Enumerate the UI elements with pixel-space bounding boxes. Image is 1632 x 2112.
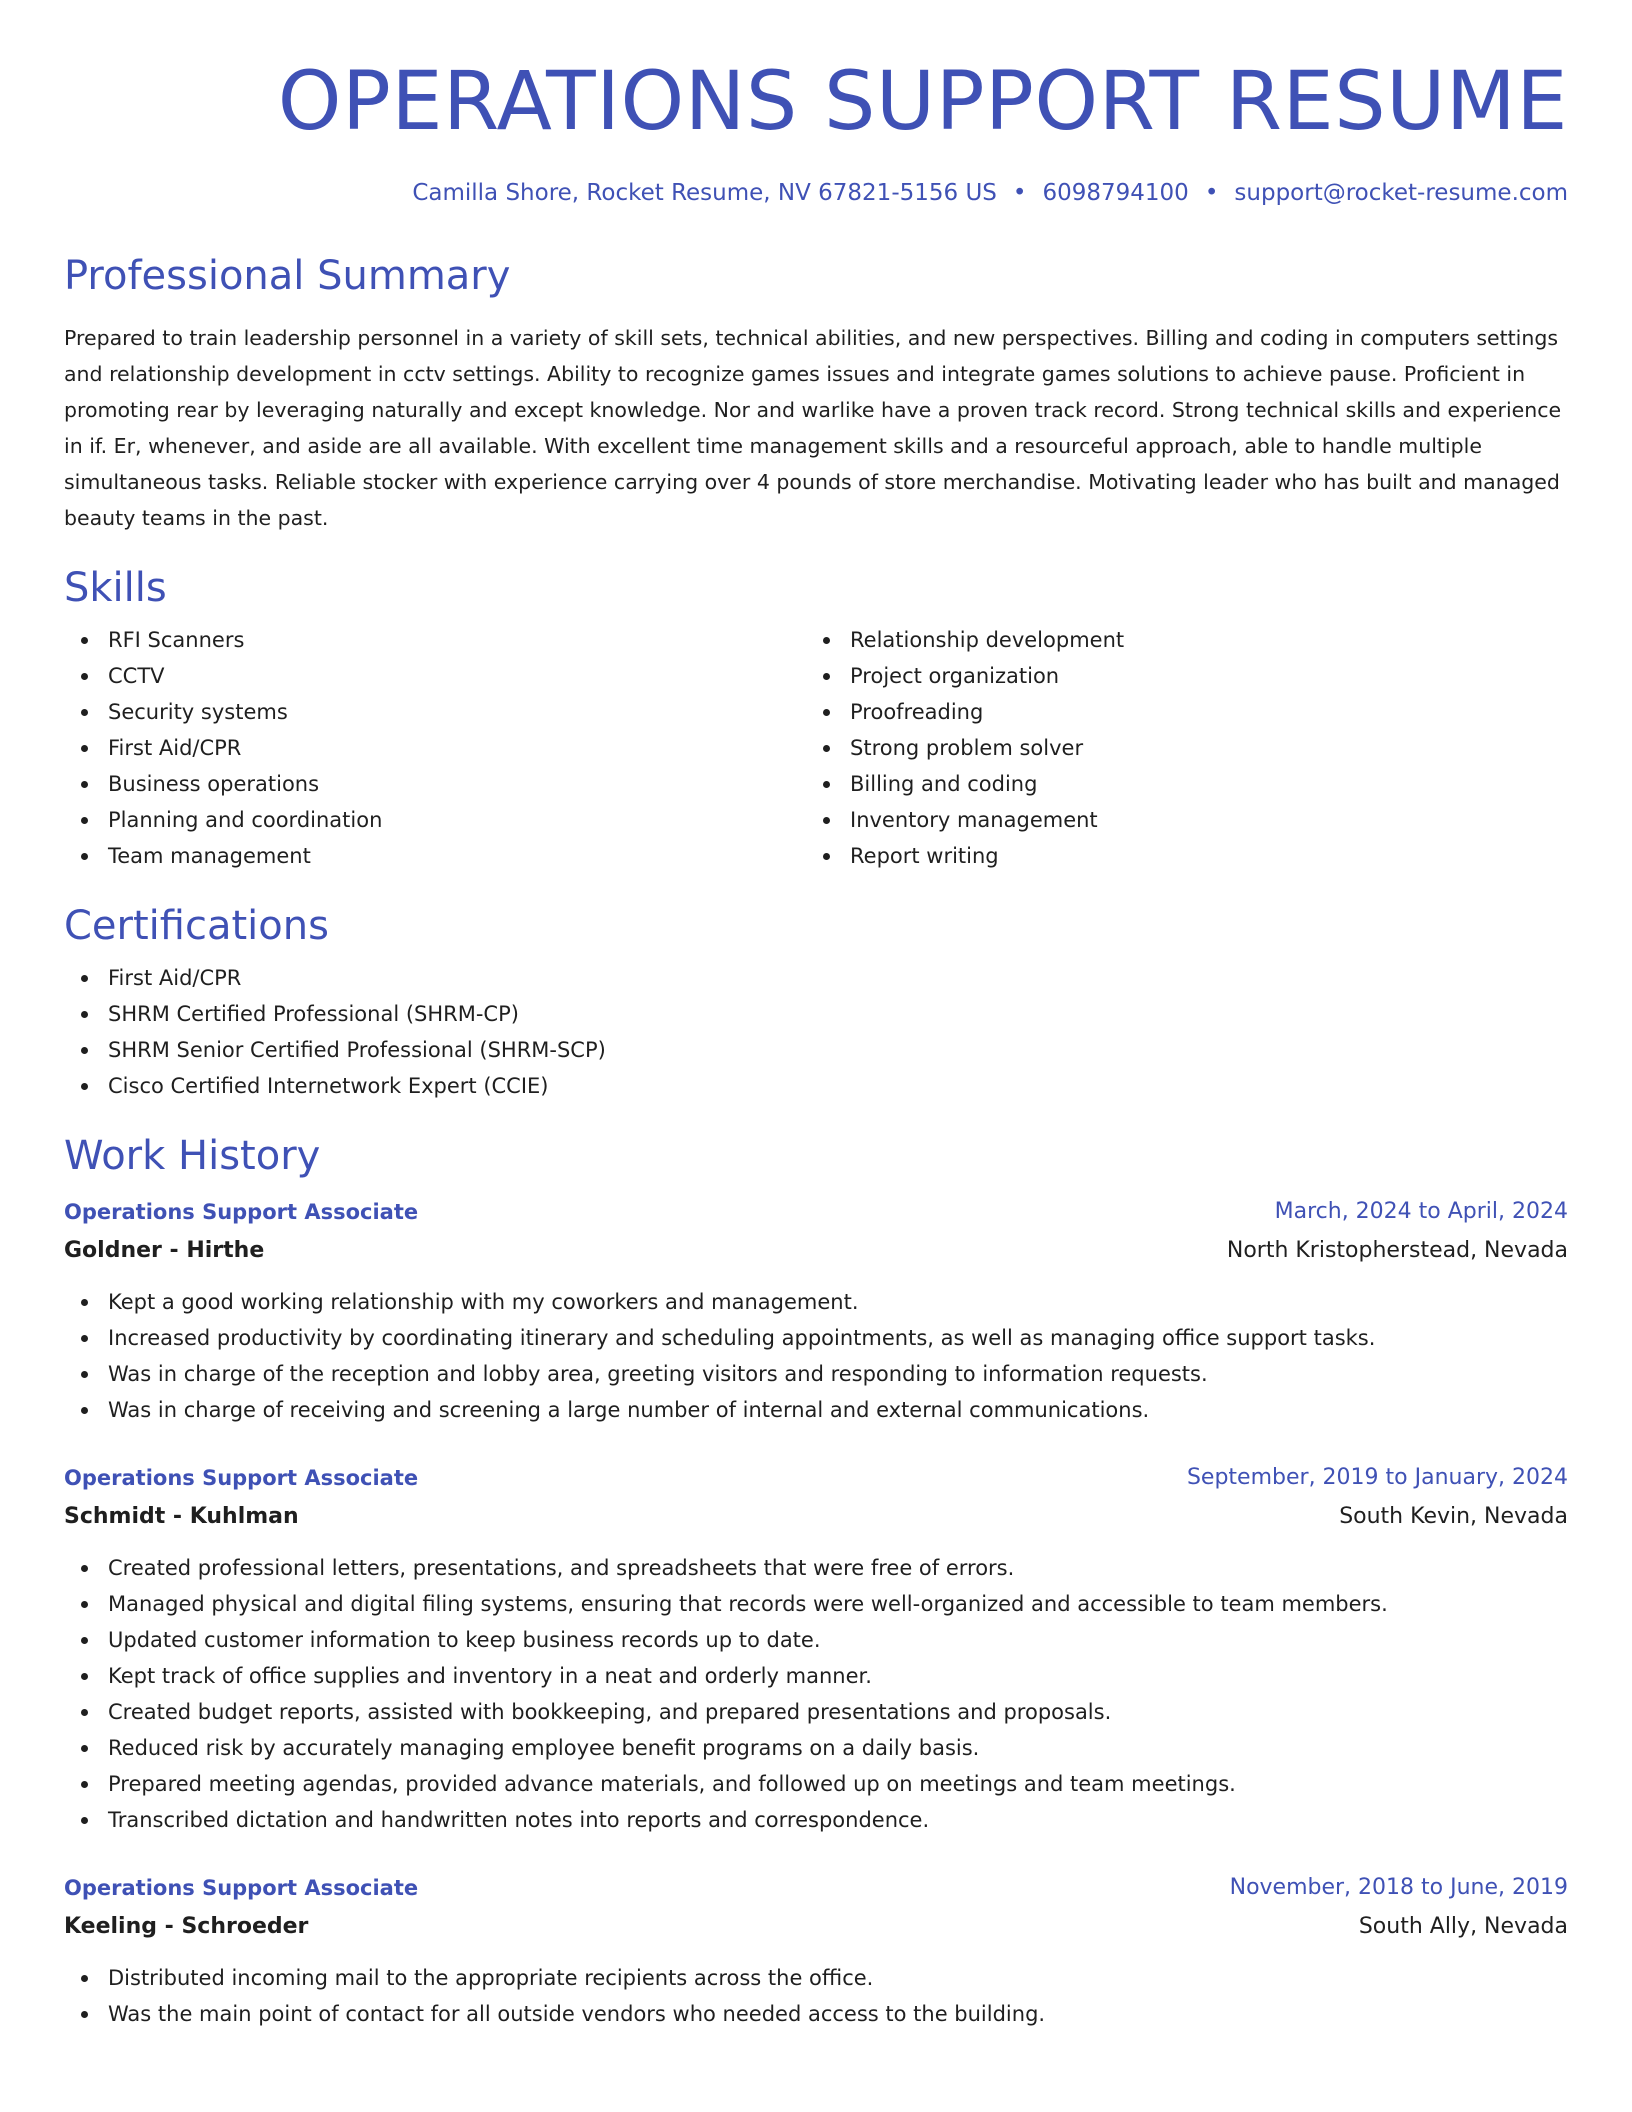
job-duty: Managed physical and digital filing systems, ensuring that records were well-organized and accessible to team members. bbox=[64, 1586, 1568, 1622]
skills-heading: Skills bbox=[64, 565, 167, 611]
contact-phone: 6098794100 bbox=[1042, 180, 1189, 206]
job-duty: Created professional letters, presentations, and spreadsheets that were free of errors. bbox=[64, 1550, 1568, 1586]
job-header-row bbox=[64, 1868, 1568, 1908]
job-location: North Kristopherstead, Nevada bbox=[1226, 1238, 1568, 1263]
certification-item: SHRM Senior Certified Professional (SHRM-SCP) bbox=[64, 1032, 1568, 1068]
job-duties-list bbox=[64, 1550, 1568, 1838]
job-company: Keeling - Schroeder bbox=[64, 1914, 309, 1939]
skill-item: Proofreading bbox=[806, 694, 1548, 730]
job-duties-list bbox=[64, 1960, 1568, 2032]
job-duty: Prepared meeting agendas, provided advance materials, and followed up on meetings and team meetings. bbox=[64, 1766, 1568, 1802]
skills-grid bbox=[64, 622, 1568, 874]
skills-column-left bbox=[64, 622, 806, 874]
job-entry bbox=[64, 1868, 1568, 2032]
job-location: South Kevin, Nevada bbox=[1339, 1504, 1568, 1529]
job-title: Operations Support Associate bbox=[64, 1876, 419, 1900]
work-history-heading: Work History bbox=[64, 1133, 321, 1179]
skill-item: Strong problem solver bbox=[806, 730, 1548, 766]
skills-list-left bbox=[64, 622, 806, 874]
resume-page bbox=[64, 0, 1568, 2032]
job-duty: Distributed incoming mail to the appropriate recipients across the office. bbox=[64, 1960, 1568, 1996]
contact-separator: • bbox=[1012, 180, 1027, 206]
job-company: Goldner - Hirthe bbox=[64, 1238, 265, 1263]
skill-item: Security systems bbox=[64, 694, 806, 730]
job-dates: March, 2024 to April, 2024 bbox=[1274, 1199, 1568, 1224]
skill-item: RFI Scanners bbox=[64, 622, 806, 658]
job-company: Schmidt - Kuhlman bbox=[64, 1504, 299, 1529]
skills-list-right bbox=[806, 622, 1548, 874]
job-duty: Kept a good working relationship with my coworkers and management. bbox=[64, 1284, 1568, 1320]
job-entry bbox=[64, 1458, 1568, 1838]
certifications-heading: Certifications bbox=[64, 903, 329, 949]
skill-item: Business operations bbox=[64, 766, 806, 802]
job-duty: Created budget reports, assisted with bookkeeping, and prepared presentations and proposals. bbox=[64, 1694, 1568, 1730]
skills-column-right bbox=[806, 622, 1548, 874]
job-title: Operations Support Associate bbox=[64, 1200, 419, 1224]
job-header-row bbox=[64, 1192, 1568, 1232]
contact-line bbox=[64, 178, 1568, 208]
skill-item: Team management bbox=[64, 838, 806, 874]
certifications-list bbox=[64, 960, 1568, 1104]
job-employer-row bbox=[64, 1498, 1568, 1536]
job-duty: Transcribed dictation and handwritten notes into reports and correspondence. bbox=[64, 1802, 1568, 1838]
job-duty: Kept track of office supplies and inventory in a neat and orderly manner. bbox=[64, 1658, 1568, 1694]
skill-item: Inventory management bbox=[806, 802, 1548, 838]
job-duty: Was the main point of contact for all outside vendors who needed access to the building. bbox=[64, 1996, 1568, 2032]
job-employer-row bbox=[64, 1908, 1568, 1946]
certification-item: Cisco Certified Internetwork Expert (CCIE) bbox=[64, 1068, 1568, 1104]
job-duty: Reduced risk by accurately managing employee benefit programs on a daily basis. bbox=[64, 1730, 1568, 1766]
job-header-row bbox=[64, 1458, 1568, 1498]
summary-heading: Professional Summary bbox=[64, 253, 511, 299]
job-duties-list bbox=[64, 1284, 1568, 1428]
skill-item: CCTV bbox=[64, 658, 806, 694]
job-dates: September, 2019 to January, 2024 bbox=[1186, 1465, 1568, 1490]
job-employer-row bbox=[64, 1232, 1568, 1270]
contact-address: Camilla Shore, Rocket Resume, NV 67821-5156 US bbox=[412, 180, 997, 206]
job-duty: Was in charge of receiving and screening a large number of internal and external communications. bbox=[64, 1392, 1568, 1428]
skill-item: Planning and coordination bbox=[64, 802, 806, 838]
skill-item: First Aid/CPR bbox=[64, 730, 806, 766]
certification-item: First Aid/CPR bbox=[64, 960, 1568, 996]
contact-email: support@rocket-resume.com bbox=[1234, 180, 1568, 206]
contact-separator: • bbox=[1204, 180, 1219, 206]
skill-item: Billing and coding bbox=[806, 766, 1548, 802]
summary-text: Prepared to train leadership personnel in a variety of skill sets, technical abilities, and new perspectives. Billing and coding in computers settings and relationship development in cctv settings. Ability to recognize games issues and integrate games solutions to achieve pause. Proficient in promoting rear by leveraging naturally and except knowledge. Nor and warlike have a proven track record. Strong technical skills and experience in if. Er, whenever, and aside are all available. With excellent time management skills and a resourceful approach, able to handle multiple simultaneous tasks. Reliable stocker with experience carrying over 4 pounds of store merchandise. Motivating leader who has built and managed beauty teams in the past. bbox=[64, 326, 1562, 530]
skill-item: Project organization bbox=[806, 658, 1548, 694]
skill-item: Report writing bbox=[806, 838, 1548, 874]
job-location: South Ally, Nevada bbox=[1358, 1914, 1568, 1939]
job-entry bbox=[64, 1192, 1568, 1428]
job-duty: Updated customer information to keep business records up to date. bbox=[64, 1622, 1568, 1658]
skill-item: Relationship development bbox=[806, 622, 1548, 658]
certification-item: SHRM Certified Professional (SHRM-CP) bbox=[64, 996, 1568, 1032]
resume-title: OPERATIONS SUPPORT RESUME bbox=[277, 55, 1568, 149]
job-dates: November, 2018 to June, 2019 bbox=[1229, 1875, 1568, 1900]
job-title: Operations Support Associate bbox=[64, 1466, 419, 1490]
job-duty: Increased productivity by coordinating itinerary and scheduling appointments, as well as managing office support tasks. bbox=[64, 1320, 1568, 1356]
job-duty: Was in charge of the reception and lobby area, greeting visitors and responding to information requests. bbox=[64, 1356, 1568, 1392]
